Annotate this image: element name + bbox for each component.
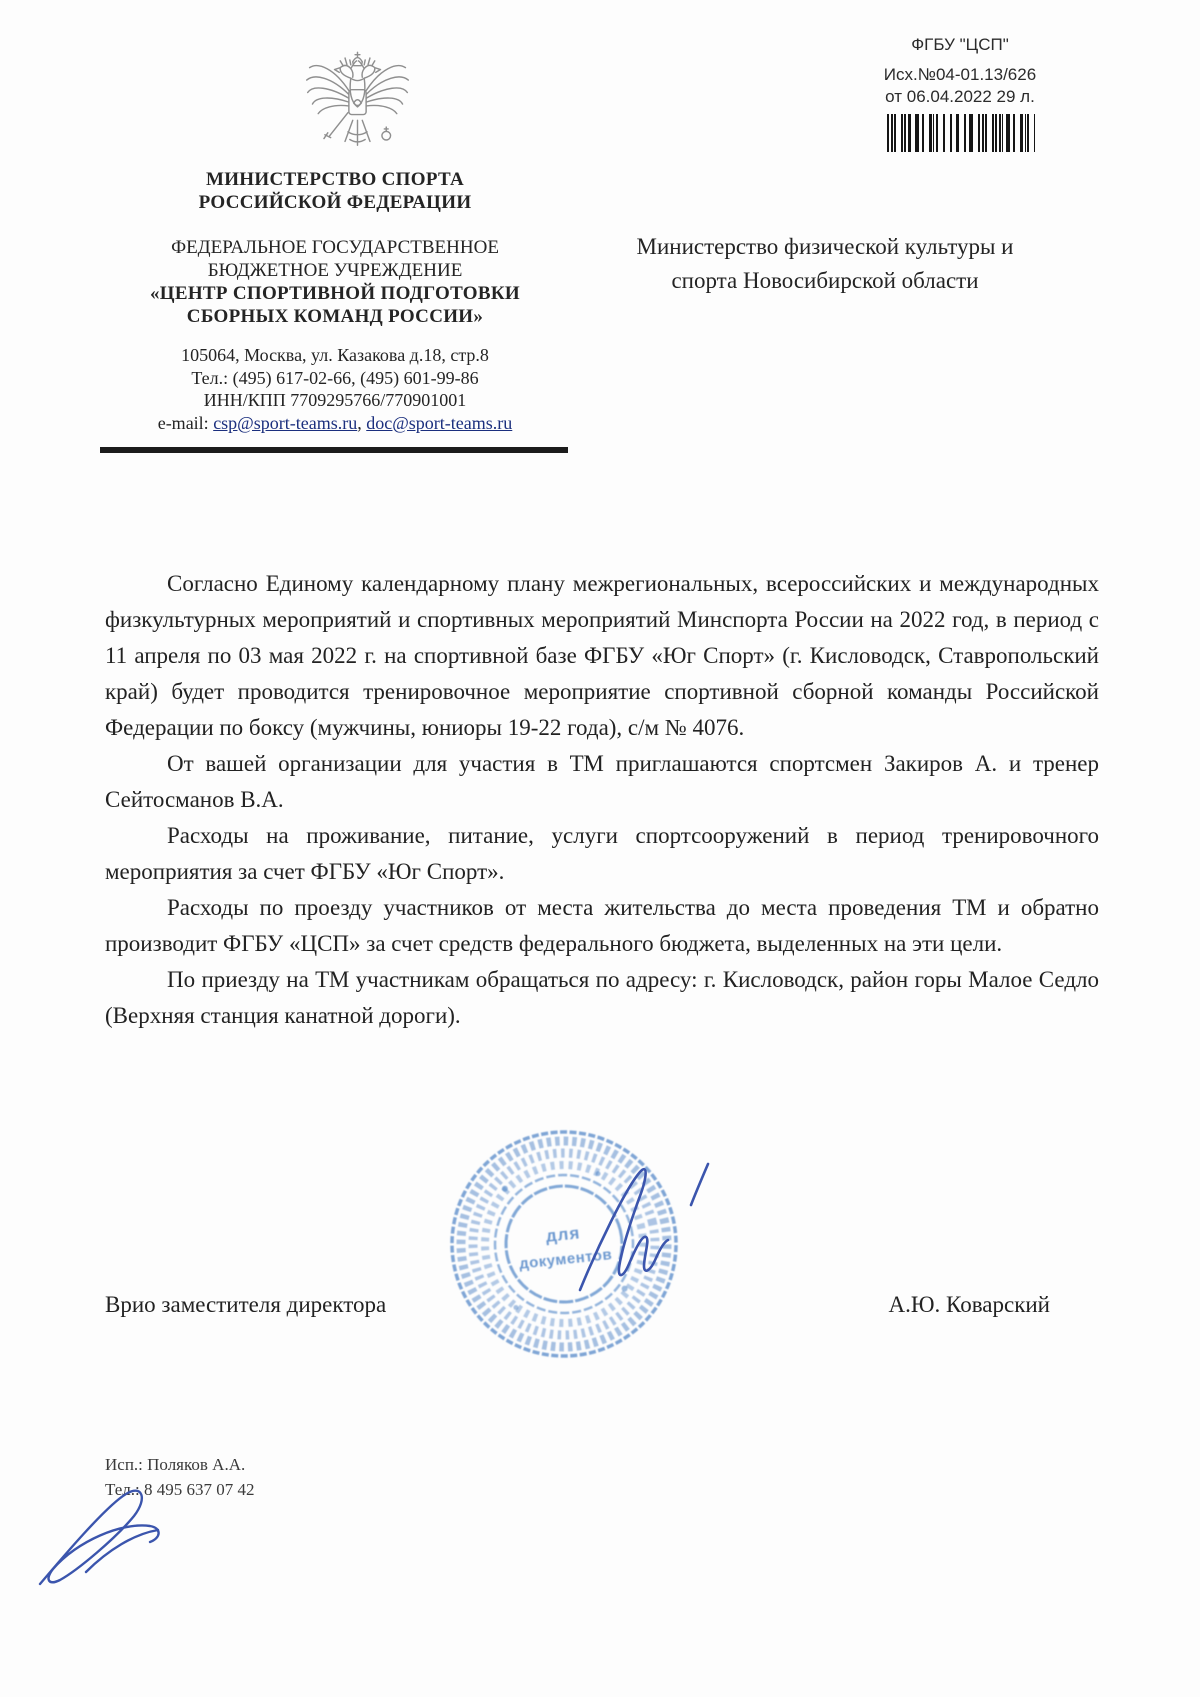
ministry-name-line: РОССИЙСКОЙ ФЕДЕРАЦИИ	[198, 192, 472, 213]
paragraph: По приезду на ТМ участникам обращаться по адресу: г. Кисловодск, район горы Малое Седло (Верхняя станция канатной дороги).	[105, 967, 1099, 1028]
russian-coat-of-arms-icon	[300, 46, 415, 164]
postal-address: 105064, Москва, ул. Казакова д.18, стр.8	[181, 345, 489, 365]
paragraph: Согласно Единому календарному плану межрегиональных, всероссийских и международных физкультурных мероприятий и спортивных мероприятий Минспорта России на 2022 год, в период с 11 апреля по 03 мая 2022 г. на спортивной базе ФГБУ «Юг Спорт» (г. Кисловодск, Ставропольский край) будет проводится тренировочное мероприятие спортивной сборной команды Российской Федерации по боксу (мужчины, юниоры 19-22 года), с/м № 4076.	[105, 571, 1099, 740]
email-separator: ,	[357, 412, 367, 433]
letter-body	[105, 566, 1099, 1034]
ministry-name-line: МИНИСТЕРСТВО СПОРТА	[205, 169, 465, 190]
registration-date: от 06.04.2022 29 л.	[885, 87, 1035, 106]
signature-ink	[556, 1150, 766, 1310]
executor-phone: Тел.: 8 495 637 07 42	[105, 1480, 255, 1499]
paragraph: Расходы по проезду участников от места жительства до места проведения ТМ и обратно производит ФГБУ «ЦСП» за счет средств федерального бюджета, выделенных на эти цели.	[105, 895, 1099, 956]
registration-org: ФГБУ "ЦСП"	[911, 35, 1009, 54]
paragraph: Расходы на проживание, питание, услуги спортсооружений в период тренировочного мероприятия за счет ФГБУ «Юг Спорт».	[105, 823, 1099, 884]
org-type-line: БЮДЖЕТНОЕ УЧРЕЖДЕНИЕ	[207, 260, 463, 281]
executor-name: Исп.: Поляков А.А.	[105, 1455, 246, 1474]
addressee-line: Министерство физической культуры и	[636, 234, 1014, 259]
signer-name: А.Ю. Коварский	[888, 1292, 1050, 1317]
addressee-block	[608, 230, 1042, 298]
email-line	[100, 412, 570, 435]
registration-block	[850, 34, 1070, 152]
inn-kpp: ИНН/КПП 7709295766/770901001	[203, 390, 467, 410]
email-label: e-mail:	[157, 412, 214, 433]
executor-paraph-ink	[28, 1472, 188, 1612]
org-name-line: «ЦЕНТР СПОРТИВНОЙ ПОДГОТОВКИ	[150, 283, 520, 304]
email-address: csp@sport-teams.ru	[213, 412, 358, 433]
email-address: doc@sport-teams.ru	[366, 412, 513, 433]
stamp-center-text: документов	[518, 1246, 613, 1273]
letterhead	[100, 168, 570, 434]
outgoing-number: Исх.№04-01.13/626	[883, 65, 1037, 84]
signer-position: Врио заместителя директора	[105, 1292, 387, 1317]
paragraph: От вашей организации для участия в ТМ приглашаются спортсмен Закиров А. и тренер Сейтосманов В.А.	[105, 751, 1099, 812]
org-type-line: ФЕДЕРАЛЬНОЕ ГОСУДАРСТВЕННОЕ	[171, 237, 499, 258]
barcode	[887, 114, 1035, 152]
phone-numbers: Тел.: (495) 617-02-66, (495) 601-99-86	[191, 367, 479, 388]
letterhead-divider	[100, 447, 568, 453]
stamp-center-text: для	[544, 1223, 582, 1246]
org-name-line: СБОРНЫХ КОМАНД РОССИИ»	[186, 306, 484, 327]
addressee-line: спорта Новосибирской области	[671, 268, 979, 293]
